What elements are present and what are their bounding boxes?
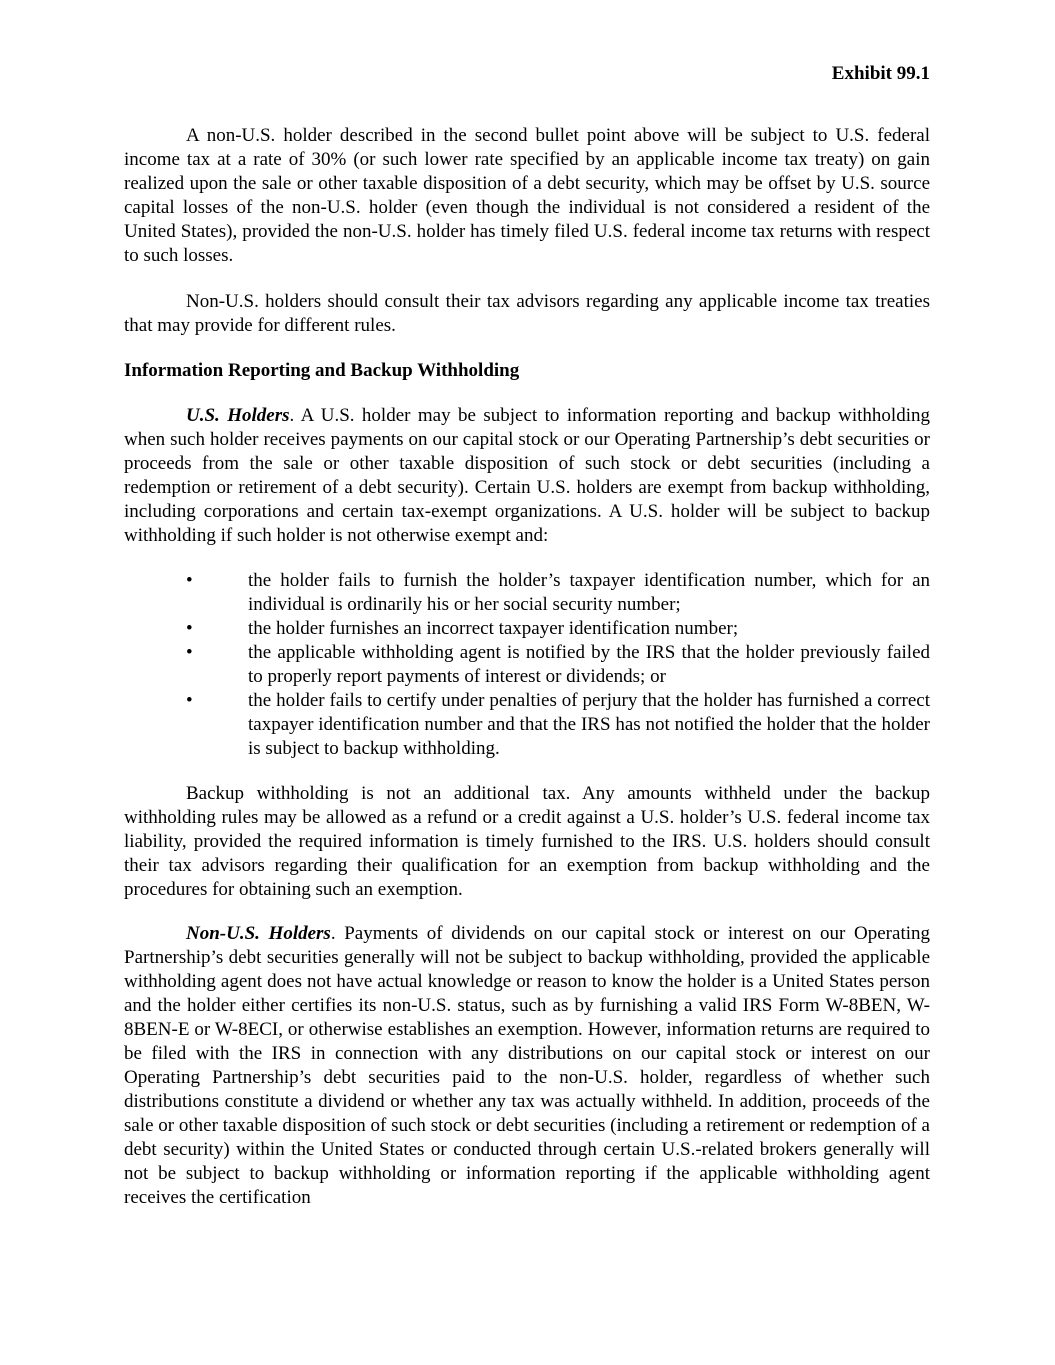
paragraph-non-us-gain: A non-U.S. holder described in the second bullet point above will be subject to U.S. federal income tax at a rate of 30% (or such lower rate specified by an applicable income tax treaty) on gain realized upon the sale or other taxable disposition of a debt security, which may be offset by U.S. source capital losses of the non-U.S. holder (even though the individual is not considered a resident of the United States), provided the non-U.S. holder has timely filed U.S. federal income tax returns with respect to such losses.: [124, 125, 930, 266]
section-heading: Information Reporting and Backup Withholding: [124, 360, 520, 381]
paragraph-treaties: Non-U.S. holders should consult their tax advisors regarding any applicable income tax treaties that may provide for different rules.: [124, 291, 930, 336]
non-us-holders-text: . Payments of dividends on our capital stock or interest on our Operating Partnership’s debt securities generally will not be subject to backup withholding, provided the applicable withholding agent does not have actual knowledge or reason to know the holder is a United States person and the holder either certifies its non-U.S. status, such as by furnishing a valid IRS Form W-8BEN, W-8BEN-E or W-8ECI, or otherwise establishes an exemption. However, information returns are required to be filed with the IRS in connection with any distributions on our capital stock or interest on our Operating Partnership’s debt securities paid to the non-U.S. holder, regardless of whether such distributions constitute a dividend or whether any tax was actually withheld. In addition, proceeds of the sale or other taxable disposition of such stock or debt securities (including a retirement or redemption of a debt security) within the United States or conducted through certain U.S.-related brokers generally will not be subject to backup withholding or information reporting if the applicable withholding agent receives the certification: [124, 923, 930, 1208]
us-holders-text: . A U.S. holder may be subject to information reporting and backup withholding when such holder receives payments on our capital stock or our Operating Partnership’s debt securities or proceeds from the sale or other taxable disposition of such stock or debt securities (including a redemption or retirement of a debt security). Certain U.S. holders are exempt from backup withholding, including corporations and certain tax-exempt organizations. A U.S. holder will be subject to backup withholding if such holder is not otherwise exempt and:: [124, 405, 930, 546]
paragraph-non-us-holders: [124, 922, 930, 1210]
list-item: [124, 569, 930, 617]
list-item: [124, 617, 930, 641]
list-item: [124, 689, 930, 761]
list-item: [124, 641, 930, 689]
document-body: [124, 124, 930, 1210]
list-item-text: the holder fails to certify under penalties of perjury that the holder has furnished a correct taxpayer identification number and that the IRS has not notified the holder that the holder is subject to backup withholding.: [248, 690, 930, 759]
list-item-text: the holder furnishes an incorrect taxpayer identification number;: [248, 618, 739, 639]
bullet-icon: •: [186, 570, 193, 591]
bullet-icon: •: [186, 618, 193, 639]
list-item-text: the applicable withholding agent is notified by the IRS that the holder previously failed to properly report payments of interest or dividends; or: [248, 642, 930, 687]
bullet-icon: •: [186, 690, 193, 711]
run-in-heading-us-holders: U.S. Holders: [186, 405, 290, 426]
exhibit-label: Exhibit 99.1: [831, 63, 930, 84]
backup-withholding-conditions: [124, 569, 930, 761]
run-in-heading-non-us-holders: Non-U.S. Holders: [186, 923, 331, 944]
paragraph-backup-not-tax: Backup withholding is not an additional tax. Any amounts withheld under the backup withholding rules may be allowed as a refund or a credit against a U.S. holder’s U.S. federal income tax liability, provided the required information is timely furnished to the IRS. U.S. holders should consult their tax advisors regarding their qualification for an exemption from backup withholding and the procedures for obtaining such an exemption.: [124, 783, 930, 900]
paragraph-us-holders: [124, 404, 930, 548]
list-item-text: the holder fails to furnish the holder’s taxpayer identification number, which for an individual is ordinarily his or her social security number;: [248, 570, 930, 615]
bullet-icon: •: [186, 642, 193, 663]
